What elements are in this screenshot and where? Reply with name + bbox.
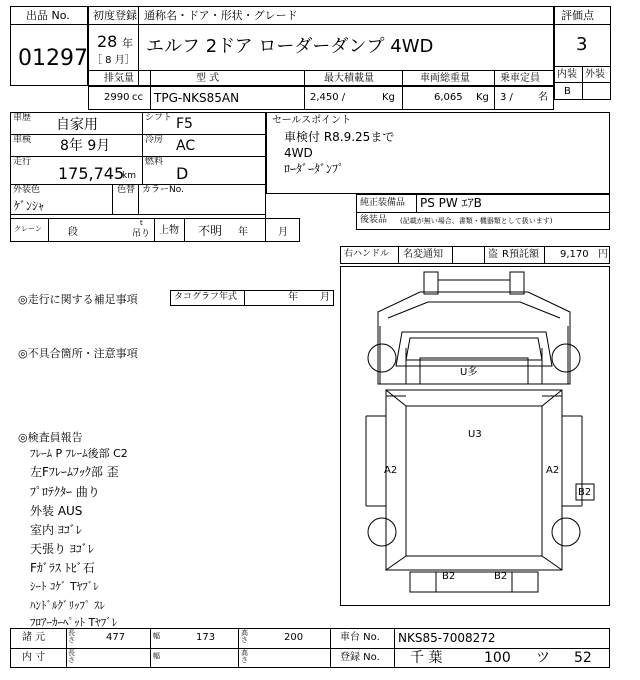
chassis-label: 車台 No. (340, 632, 380, 643)
gross-weight-unit: Kg (476, 92, 489, 103)
plate-number: 52 (574, 650, 592, 666)
plate-kana: ツ (536, 650, 550, 666)
inspector-line: 天張り ﾖｺﾞﾚ (30, 542, 94, 556)
displacement-label: 排気量 (104, 73, 134, 84)
model-name-label: 通称名・ドア・形状・グレード (144, 9, 298, 22)
mark-u3: U3 (468, 429, 482, 440)
sales-point-1: 車検付 R8.9.25まで (284, 130, 395, 144)
mileage-label: 走行 (13, 157, 32, 167)
displacement-value: 2990 (104, 92, 130, 103)
aftermarket-note: (記載が無い場合、書類・機器類として扱います) (400, 217, 553, 225)
color-value: ｹﾞﾝｼｬ (14, 199, 45, 213)
capacity-value: 3 / (500, 92, 513, 103)
model-name: エルフ 2ドア ローダーダンプ 4WD (146, 36, 434, 57)
history-value: 自家用 (56, 117, 98, 133)
first-reg-label: 初度登録 (93, 9, 137, 22)
width-value: 173 (196, 632, 216, 643)
model-code-value: TPG-NKS85AN (154, 91, 240, 105)
capacity-unit: 名 (538, 92, 548, 103)
height-value: 200 (284, 632, 304, 643)
equipment-label: 純正装備品 (360, 198, 406, 208)
capacity-label: 乗車定員 (500, 73, 540, 84)
inspector-line: Fｶﾞﾗｽ ﾄﾋﾞ石 (30, 561, 95, 575)
grade-value: 3 (576, 34, 588, 55)
plate-area: 千 葉 (410, 650, 443, 666)
inspection-value: 8年 9月 (60, 138, 111, 154)
mark-b2-rear-left: B2 (442, 571, 456, 582)
lot-number: 01297 (18, 46, 88, 71)
ac-label: 冷房 (145, 135, 164, 145)
max-load-label: 最大積載量 (324, 73, 374, 84)
crane-label: クレーン (14, 225, 42, 233)
inspection-label: 車検 (13, 135, 32, 145)
recycle-unit: 円 (598, 249, 608, 260)
year-unit: 年 (122, 37, 133, 50)
max-load-unit: Kg (382, 92, 395, 103)
in-height-label: 高さ (241, 649, 248, 664)
theft-label: 盗 (488, 249, 498, 260)
tacho-label: タコグラフ年式 (174, 292, 238, 302)
tacho-month: 月 (320, 292, 330, 303)
driving-notes-label: ◎走行に関する補足事項 (18, 293, 138, 306)
grade-label: 評価点 (561, 9, 594, 22)
first-reg-month: ［ 8 月］ (92, 55, 135, 66)
sales-point-3: ﾛｰﾀﾞｰﾀﾞﾝﾌﾟ (284, 162, 345, 176)
crane-hook: 吊り (132, 229, 151, 239)
mark-u-many: U多 (460, 367, 478, 378)
shift-value: F5 (176, 116, 193, 132)
aftermarket-label: 後装品 (360, 215, 388, 225)
equipment-value: PS PW ｴｱB (420, 196, 482, 210)
sales-points-label: セールスポイント (272, 115, 352, 126)
color-label: 外装色 (13, 185, 41, 195)
model-code-label: 型 式 (196, 73, 220, 84)
inspector-line: 左Fﾌﾚｰﾑﾌｯｸ部 歪 (30, 465, 119, 479)
crane-ton: t (140, 219, 143, 227)
mileage-value: 175,745 (58, 164, 125, 183)
height-label: 高さ (241, 629, 248, 644)
lot-label: 出品 No. (26, 9, 70, 22)
inspector-line: ﾌﾚｰﾑ P ﾌﾚｰﾑ後部 C2 (30, 447, 128, 460)
shift-label: シフト (145, 113, 173, 123)
plate-class: 100 (484, 650, 511, 666)
mark-b2-rear-right: B2 (494, 571, 508, 582)
gross-weight-value: 6,065 (434, 92, 463, 103)
gross-weight-label: 車両総重量 (420, 73, 470, 84)
first-reg-year: 28 (97, 32, 118, 51)
sales-point-2: 4WD (284, 146, 313, 160)
max-load-value: 2,450 / (310, 92, 346, 103)
displacement-unit: cc (132, 92, 143, 103)
inspector-line: ﾌﾟﾛﾃｸﾀｰ 曲り (30, 485, 100, 499)
bed-label: 上物 (159, 225, 179, 236)
inspector-line: ｼｰﾄ ｺｹﾞ Tﾔﾌﾞﾚ (30, 580, 99, 593)
recycle-value: 9,170 (560, 249, 589, 260)
mileage-unit: km (122, 171, 136, 181)
in-length-label: 長さ (68, 649, 75, 664)
exterior-grade-label: 外装 (585, 69, 605, 80)
bed-value: 不明 (198, 224, 223, 238)
inspector-line: 室内 ﾖｺﾞﾚ (30, 523, 82, 537)
fuel-value: D (176, 164, 189, 183)
width-label: 幅 (153, 632, 160, 640)
mark-a2-left: A2 (384, 465, 398, 476)
length-value: 477 (106, 632, 126, 643)
history-label: 車歴 (13, 113, 32, 123)
fuel-label: 燃料 (145, 157, 164, 167)
mark-a2-right: A2 (546, 465, 560, 476)
mark-b2-side: B2 (578, 487, 592, 498)
interior-dim-label: 内 寸 (22, 652, 46, 663)
ac-value: AC (176, 138, 196, 154)
inspector-line: ﾌﾛｱｰｶｰﾍﾟｯﾄ Tﾔﾌﾞﾚ (30, 616, 118, 629)
crane-stage: 段 (68, 227, 78, 238)
in-width-label: 幅 (153, 652, 160, 660)
bed-year: 年 (238, 227, 248, 238)
interior-grade-label: 内装 (557, 69, 577, 80)
crane-row (10, 218, 300, 242)
defect-notes-label: ◎不具合箇所・注意事項 (18, 347, 138, 360)
rhd-label: 右ハンドル (344, 249, 390, 259)
color-change-label: 色替 (117, 185, 136, 195)
interior-grade-value: B (564, 86, 571, 97)
inspector-report-label: ◎検査員報告 (18, 431, 83, 444)
inspector-line: 外装 AUS (30, 504, 83, 518)
length-label: 長さ (68, 629, 75, 644)
color-no-label: カラーNo. (142, 185, 184, 195)
inspector-line: ﾊﾝﾄﾞﾙｸﾞﾘｯﾌﾟ ｽﾚ (30, 599, 105, 612)
recycle-label: R預託額 (502, 249, 539, 260)
tacho-year: 年 (288, 292, 298, 303)
bed-month: 月 (278, 227, 288, 238)
dim-label: 諸 元 (22, 632, 46, 643)
plate-label: 登録 No. (340, 652, 380, 663)
chassis-value: NKS85-7008272 (398, 631, 496, 645)
notice-label: 名変通知 (403, 249, 443, 260)
